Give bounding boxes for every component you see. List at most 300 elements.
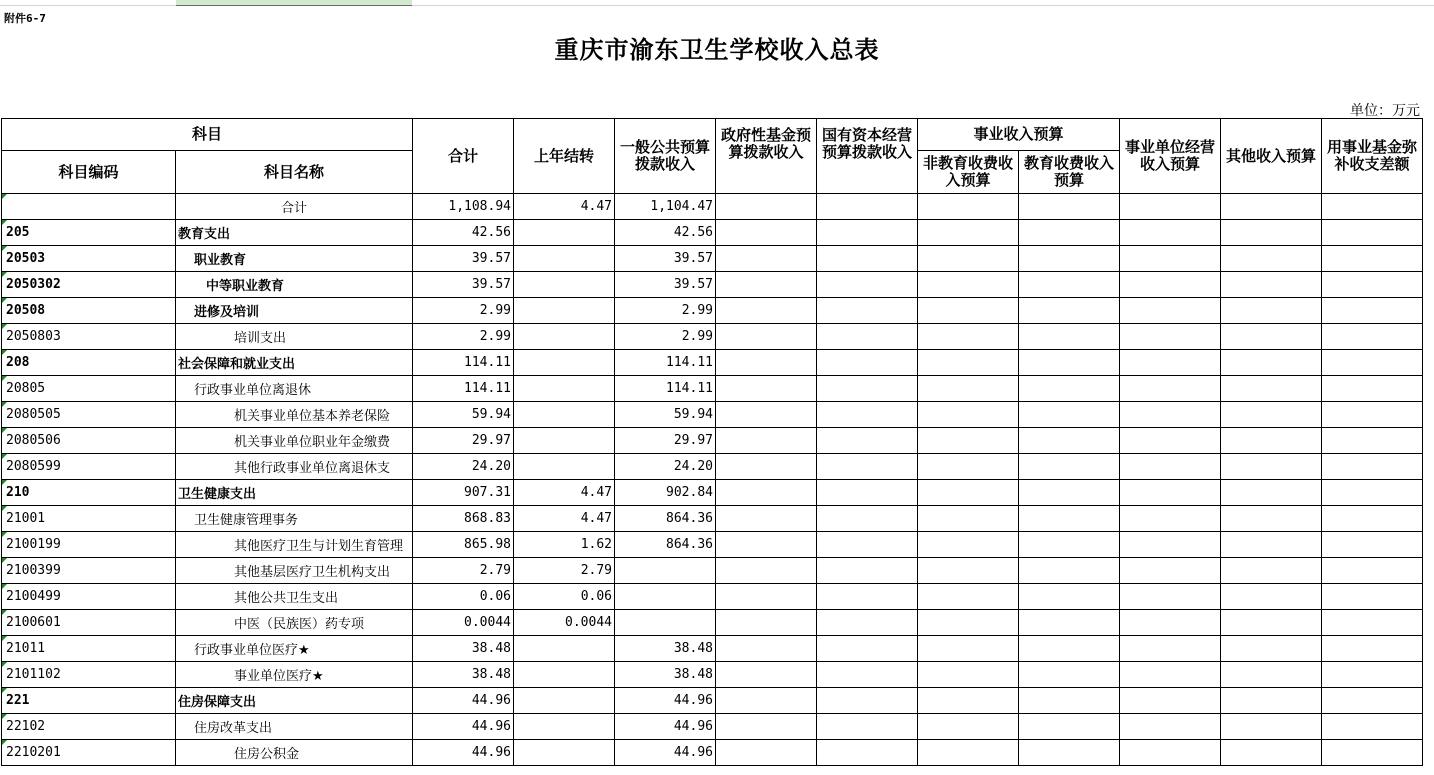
cell-empty[interactable] [918, 220, 1019, 246]
cell-empty[interactable] [1019, 324, 1120, 350]
cell-empty[interactable] [716, 272, 817, 298]
table-row [2, 714, 1423, 740]
cell-name[interactable]: 中等职业教育 [176, 272, 413, 298]
cell-empty[interactable] [817, 324, 918, 350]
cell-carry[interactable] [514, 272, 615, 298]
cell-empty[interactable] [1120, 350, 1221, 376]
cell-name[interactable]: 进修及培训 [176, 298, 413, 324]
cell-general[interactable] [615, 584, 716, 610]
cell-name[interactable]: 合计 [176, 194, 413, 220]
cell-empty[interactable] [918, 558, 1019, 584]
cell-empty[interactable] [1221, 558, 1322, 584]
cell-empty[interactable] [716, 194, 817, 220]
cell-name[interactable]: 住房改革支出 [176, 714, 413, 740]
cell-empty[interactable] [1019, 428, 1120, 454]
cell-empty[interactable] [817, 376, 918, 402]
cell-empty[interactable] [716, 454, 817, 480]
cell-empty[interactable] [716, 428, 817, 454]
cell-total[interactable]: 114.11 [413, 350, 514, 376]
table-row [2, 428, 1423, 454]
cell-empty[interactable] [918, 376, 1019, 402]
cell-empty[interactable] [1120, 532, 1221, 558]
cell-empty[interactable] [1120, 272, 1221, 298]
table-row [2, 740, 1423, 766]
cell-carry[interactable]: 2.79 [514, 558, 615, 584]
cell-empty[interactable] [918, 272, 1019, 298]
header-fund-cover: 用事业基金弥补收支差额 [1322, 119, 1423, 194]
cell-empty[interactable] [1019, 584, 1120, 610]
cell-empty[interactable] [1221, 350, 1322, 376]
cell-empty[interactable] [918, 714, 1019, 740]
cell-empty[interactable] [1322, 402, 1423, 428]
income-summary-table [1, 118, 1423, 766]
cell-total[interactable]: 29.97 [413, 428, 514, 454]
cell-empty[interactable] [716, 220, 817, 246]
cell-general[interactable]: 114.11 [615, 350, 716, 376]
cell-total[interactable]: 38.48 [413, 636, 514, 662]
cell-empty[interactable] [1019, 610, 1120, 636]
cell-code[interactable]: 21011 [2, 636, 176, 662]
cell-empty[interactable] [1322, 350, 1423, 376]
cell-general[interactable]: 2.99 [615, 324, 716, 350]
header-name: 科目名称 [176, 151, 413, 194]
cell-empty[interactable] [716, 636, 817, 662]
cell-empty[interactable] [817, 636, 918, 662]
cell-empty[interactable] [817, 584, 918, 610]
cell-empty[interactable] [716, 480, 817, 506]
cell-empty[interactable] [1221, 246, 1322, 272]
cell-empty[interactable] [1120, 662, 1221, 688]
cell-empty[interactable] [1120, 584, 1221, 610]
cell-name[interactable]: 其他基层医疗卫生机构支出 [176, 558, 413, 584]
cell-name[interactable]: 事业单位医疗★ [176, 662, 413, 688]
cell-empty[interactable] [1221, 194, 1322, 220]
cell-empty[interactable] [1221, 428, 1322, 454]
cell-empty[interactable] [1221, 584, 1322, 610]
cell-empty[interactable] [716, 558, 817, 584]
cell-empty[interactable] [1322, 714, 1423, 740]
cell-empty[interactable] [1019, 298, 1120, 324]
cell-empty[interactable] [1322, 558, 1423, 584]
cell-empty[interactable] [1322, 636, 1423, 662]
cell-empty[interactable] [1322, 376, 1423, 402]
cell-empty[interactable] [918, 740, 1019, 766]
cell-empty[interactable] [1322, 220, 1423, 246]
table-row [2, 194, 1423, 220]
cell-empty[interactable] [716, 610, 817, 636]
cell-total[interactable]: 44.96 [413, 688, 514, 714]
cell-name[interactable]: 社会保障和就业支出 [176, 350, 413, 376]
cell-empty[interactable] [1221, 454, 1322, 480]
cell-code[interactable]: 21001 [2, 506, 176, 532]
cell-general[interactable]: 42.56 [615, 220, 716, 246]
cell-name[interactable]: 机关事业单位基本养老保险 [176, 402, 413, 428]
cell-code[interactable]: 2080599 [2, 454, 176, 480]
cell-empty[interactable] [817, 506, 918, 532]
header-code: 科目编码 [2, 151, 176, 194]
cell-empty[interactable] [716, 662, 817, 688]
table-row [2, 610, 1423, 636]
cell-empty[interactable] [918, 298, 1019, 324]
cell-total[interactable]: 39.57 [413, 272, 514, 298]
cell-code[interactable]: 205 [2, 220, 176, 246]
cell-empty[interactable] [1322, 194, 1423, 220]
cell-empty[interactable] [1221, 662, 1322, 688]
cell-code[interactable] [2, 194, 176, 220]
cell-empty[interactable] [817, 246, 918, 272]
cell-empty[interactable] [1322, 740, 1423, 766]
cell-empty[interactable] [716, 246, 817, 272]
cell-carry[interactable] [514, 220, 615, 246]
cell-empty[interactable] [918, 454, 1019, 480]
cell-empty[interactable] [1019, 558, 1120, 584]
cell-total[interactable]: 2.99 [413, 298, 514, 324]
cell-total[interactable]: 1,108.94 [413, 194, 514, 220]
cell-empty[interactable] [1019, 402, 1120, 428]
cell-total[interactable]: 44.96 [413, 714, 514, 740]
table-row [2, 220, 1423, 246]
cell-empty[interactable] [1120, 636, 1221, 662]
cell-code[interactable]: 2080505 [2, 402, 176, 428]
cell-empty[interactable] [1120, 688, 1221, 714]
cell-empty[interactable] [1221, 636, 1322, 662]
header-carryover: 上年结转 [514, 119, 615, 194]
cell-carry[interactable] [514, 662, 615, 688]
cell-empty[interactable] [716, 324, 817, 350]
cell-empty[interactable] [918, 246, 1019, 272]
cell-general[interactable]: 2.99 [615, 298, 716, 324]
cell-empty[interactable] [918, 610, 1019, 636]
cell-code[interactable]: 2210201 [2, 740, 176, 766]
cell-empty[interactable] [716, 714, 817, 740]
cell-name[interactable]: 其他行政事业单位离退休支 [176, 454, 413, 480]
cell-code[interactable]: 22102 [2, 714, 176, 740]
cell-name[interactable]: 机关事业单位职业年金缴费 [176, 428, 413, 454]
cell-empty[interactable] [817, 272, 918, 298]
cell-name[interactable]: 教育支出 [176, 220, 413, 246]
cell-empty[interactable] [1019, 662, 1120, 688]
cell-empty[interactable] [1221, 480, 1322, 506]
cell-carry[interactable] [514, 740, 615, 766]
cell-empty[interactable] [817, 558, 918, 584]
header-career-op: 事业单位经营收入预算 [1120, 119, 1221, 194]
table-row [2, 376, 1423, 402]
cell-empty[interactable] [1322, 584, 1423, 610]
cell-general[interactable]: 864.36 [615, 532, 716, 558]
cell-empty[interactable] [1120, 506, 1221, 532]
cell-empty[interactable] [1120, 558, 1221, 584]
cell-code[interactable]: 2050803 [2, 324, 176, 350]
cell-code[interactable]: 20508 [2, 298, 176, 324]
cell-empty[interactable] [716, 298, 817, 324]
cell-carry[interactable] [514, 376, 615, 402]
cell-name[interactable]: 培训支出 [176, 324, 413, 350]
cell-empty[interactable] [918, 402, 1019, 428]
cell-name[interactable]: 职业教育 [176, 246, 413, 272]
cell-carry[interactable]: 4.47 [514, 194, 615, 220]
cell-empty[interactable] [817, 714, 918, 740]
cell-name[interactable]: 行政事业单位离退休 [176, 376, 413, 402]
cell-total[interactable]: 42.56 [413, 220, 514, 246]
table-row [2, 350, 1423, 376]
cell-empty[interactable] [1221, 506, 1322, 532]
cell-empty[interactable] [716, 584, 817, 610]
cell-empty[interactable] [817, 194, 918, 220]
header-general-budget: 一般公共预算拨款收入 [615, 119, 716, 194]
cell-general[interactable]: 44.96 [615, 714, 716, 740]
cell-general[interactable] [615, 610, 716, 636]
cell-code[interactable]: 2080506 [2, 428, 176, 454]
cell-empty[interactable] [1120, 714, 1221, 740]
cell-empty[interactable] [1221, 532, 1322, 558]
cell-total[interactable]: 0.06 [413, 584, 514, 610]
cell-empty[interactable] [817, 480, 918, 506]
cell-empty[interactable] [1221, 402, 1322, 428]
cell-empty[interactable] [918, 428, 1019, 454]
cell-code[interactable]: 20503 [2, 246, 176, 272]
cell-empty[interactable] [716, 506, 817, 532]
header-total: 合计 [413, 119, 514, 194]
cell-empty[interactable] [817, 454, 918, 480]
cell-empty[interactable] [1019, 688, 1120, 714]
header-edu-fee: 教育收费收入预算 [1019, 151, 1120, 194]
cell-carry[interactable] [514, 714, 615, 740]
cell-carry[interactable] [514, 636, 615, 662]
cell-empty[interactable] [1019, 246, 1120, 272]
cell-empty[interactable] [817, 688, 918, 714]
cell-empty[interactable] [1322, 506, 1423, 532]
cell-general[interactable]: 1,104.47 [615, 194, 716, 220]
cell-empty[interactable] [1120, 298, 1221, 324]
cell-total[interactable]: 2.99 [413, 324, 514, 350]
cell-general[interactable]: 864.36 [615, 506, 716, 532]
table-row [2, 402, 1423, 428]
cell-empty[interactable] [1221, 272, 1322, 298]
cell-empty[interactable] [1120, 428, 1221, 454]
cell-empty[interactable] [1322, 662, 1423, 688]
cell-code[interactable]: 2050302 [2, 272, 176, 298]
table-row [2, 454, 1423, 480]
cell-empty[interactable] [1322, 688, 1423, 714]
cell-general[interactable]: 902.84 [615, 480, 716, 506]
cell-name[interactable]: 卫生健康支出 [176, 480, 413, 506]
cell-empty[interactable] [1120, 376, 1221, 402]
table-row [2, 558, 1423, 584]
header-other-income: 其他收入预算 [1221, 119, 1322, 194]
header-gov-fund: 政府性基金预算拨款收入 [716, 119, 817, 194]
cell-general[interactable]: 39.57 [615, 272, 716, 298]
cell-name[interactable]: 其他医疗卫生与计划生育管理 [176, 532, 413, 558]
cell-empty[interactable] [1120, 194, 1221, 220]
cell-empty[interactable] [1120, 324, 1221, 350]
cell-name[interactable]: 住房保障支出 [176, 688, 413, 714]
cell-empty[interactable] [817, 402, 918, 428]
cell-carry[interactable] [514, 246, 615, 272]
cell-general[interactable]: 59.94 [615, 402, 716, 428]
cell-empty[interactable] [1019, 454, 1120, 480]
cell-empty[interactable] [1221, 298, 1322, 324]
cell-empty[interactable] [1120, 480, 1221, 506]
cell-total[interactable]: 39.57 [413, 246, 514, 272]
cell-carry[interactable]: 0.0044 [514, 610, 615, 636]
cell-empty[interactable] [716, 350, 817, 376]
table-row [2, 298, 1423, 324]
cell-empty[interactable] [1322, 532, 1423, 558]
header-state-capital: 国有资本经营预算拨款收入 [817, 119, 918, 194]
cell-empty[interactable] [1322, 298, 1423, 324]
cell-empty[interactable] [1019, 636, 1120, 662]
cell-empty[interactable] [1019, 532, 1120, 558]
cell-total[interactable]: 114.11 [413, 376, 514, 402]
cell-total[interactable]: 868.83 [413, 506, 514, 532]
cell-empty[interactable] [1322, 610, 1423, 636]
cell-code[interactable]: 221 [2, 688, 176, 714]
cell-name[interactable]: 住房公积金 [176, 740, 413, 766]
cell-empty[interactable] [1120, 246, 1221, 272]
cell-empty[interactable] [918, 480, 1019, 506]
table-row [2, 246, 1423, 272]
cell-code[interactable]: 2101102 [2, 662, 176, 688]
cell-empty[interactable] [1120, 220, 1221, 246]
unit-label: 单位：万元 [1350, 103, 1420, 119]
cell-empty[interactable] [716, 402, 817, 428]
cell-empty[interactable] [918, 194, 1019, 220]
cell-empty[interactable] [1019, 220, 1120, 246]
cell-empty[interactable] [1322, 272, 1423, 298]
cell-general[interactable]: 38.48 [615, 662, 716, 688]
cell-carry[interactable] [514, 688, 615, 714]
table-row [2, 688, 1423, 714]
cell-empty[interactable] [1221, 376, 1322, 402]
cell-carry[interactable]: 0.06 [514, 584, 615, 610]
cell-empty[interactable] [1221, 688, 1322, 714]
cell-total[interactable]: 907.31 [413, 480, 514, 506]
cell-empty[interactable] [817, 532, 918, 558]
cell-code[interactable]: 2100199 [2, 532, 176, 558]
cell-code[interactable]: 2100499 [2, 584, 176, 610]
cell-empty[interactable] [817, 662, 918, 688]
cell-total[interactable]: 865.98 [413, 532, 514, 558]
cell-empty[interactable] [918, 350, 1019, 376]
cell-empty[interactable] [1019, 376, 1120, 402]
cell-empty[interactable] [1019, 194, 1120, 220]
cell-carry[interactable] [514, 428, 615, 454]
cell-empty[interactable] [1120, 454, 1221, 480]
cell-name[interactable]: 中医（民族医）药专项 [176, 610, 413, 636]
cell-empty[interactable] [1019, 506, 1120, 532]
cell-code[interactable]: 2100601 [2, 610, 176, 636]
cell-empty[interactable] [918, 636, 1019, 662]
cell-total[interactable]: 59.94 [413, 402, 514, 428]
cell-code[interactable]: 210 [2, 480, 176, 506]
cell-general[interactable]: 24.20 [615, 454, 716, 480]
table-row [2, 506, 1423, 532]
selected-column-highlight [176, 0, 412, 6]
cell-carry[interactable] [514, 454, 615, 480]
cell-empty[interactable] [918, 324, 1019, 350]
cell-carry[interactable] [514, 350, 615, 376]
cell-empty[interactable] [817, 610, 918, 636]
cell-empty[interactable] [817, 428, 918, 454]
cell-empty[interactable] [817, 298, 918, 324]
cell-empty[interactable] [1120, 740, 1221, 766]
column-header-strip[interactable] [0, 0, 1434, 6]
cell-empty[interactable] [918, 688, 1019, 714]
cell-general[interactable] [615, 558, 716, 584]
cell-carry[interactable] [514, 324, 615, 350]
cell-general[interactable]: 29.97 [615, 428, 716, 454]
cell-general[interactable]: 44.96 [615, 740, 716, 766]
cell-name[interactable]: 行政事业单位医疗★ [176, 636, 413, 662]
cell-total[interactable]: 38.48 [413, 662, 514, 688]
cell-empty[interactable] [1019, 740, 1120, 766]
cell-general[interactable]: 39.57 [615, 246, 716, 272]
cell-general[interactable]: 114.11 [615, 376, 716, 402]
cell-empty[interactable] [918, 532, 1019, 558]
cell-empty[interactable] [1221, 714, 1322, 740]
page-title: 重庆市渝东卫生学校收入总表 [554, 35, 880, 64]
cell-empty[interactable] [1322, 454, 1423, 480]
cell-empty[interactable] [1019, 714, 1120, 740]
cell-code[interactable]: 20805 [2, 376, 176, 402]
cell-total[interactable]: 2.79 [413, 558, 514, 584]
cell-carry[interactable] [514, 402, 615, 428]
cell-empty[interactable] [1019, 272, 1120, 298]
cell-carry[interactable] [514, 298, 615, 324]
cell-carry[interactable]: 4.47 [514, 480, 615, 506]
cell-empty[interactable] [918, 584, 1019, 610]
cell-empty[interactable] [1019, 480, 1120, 506]
cell-name[interactable]: 卫生健康管理事务 [176, 506, 413, 532]
cell-empty[interactable] [716, 532, 817, 558]
cell-empty[interactable] [1322, 324, 1423, 350]
cell-empty[interactable] [1322, 480, 1423, 506]
cell-empty[interactable] [918, 662, 1019, 688]
cell-carry[interactable]: 1.62 [514, 532, 615, 558]
cell-empty[interactable] [1322, 246, 1423, 272]
cell-carry[interactable]: 4.47 [514, 506, 615, 532]
cell-total[interactable]: 24.20 [413, 454, 514, 480]
cell-total[interactable]: 0.0044 [413, 610, 514, 636]
table-row [2, 480, 1423, 506]
cell-empty[interactable] [1221, 220, 1322, 246]
table-row [2, 272, 1423, 298]
cell-total[interactable]: 44.96 [413, 740, 514, 766]
cell-name[interactable]: 其他公共卫生支出 [176, 584, 413, 610]
cell-general[interactable]: 38.48 [615, 636, 716, 662]
cell-general[interactable]: 44.96 [615, 688, 716, 714]
cell-code[interactable]: 2100399 [2, 558, 176, 584]
cell-empty[interactable] [1221, 324, 1322, 350]
cell-code[interactable]: 208 [2, 350, 176, 376]
cell-empty[interactable] [716, 688, 817, 714]
table-row [2, 662, 1423, 688]
cell-empty[interactable] [1221, 740, 1322, 766]
cell-empty[interactable] [817, 220, 918, 246]
cell-empty[interactable] [716, 376, 817, 402]
table-row [2, 636, 1423, 662]
cell-empty[interactable] [918, 506, 1019, 532]
cell-empty[interactable] [1120, 610, 1221, 636]
cell-empty[interactable] [817, 740, 918, 766]
cell-empty[interactable] [716, 740, 817, 766]
cell-empty[interactable] [817, 350, 918, 376]
cell-empty[interactable] [1322, 428, 1423, 454]
cell-empty[interactable] [1019, 350, 1120, 376]
cell-empty[interactable] [1120, 402, 1221, 428]
cell-empty[interactable] [1221, 610, 1322, 636]
attachment-label: 附件6-7 [4, 12, 46, 25]
